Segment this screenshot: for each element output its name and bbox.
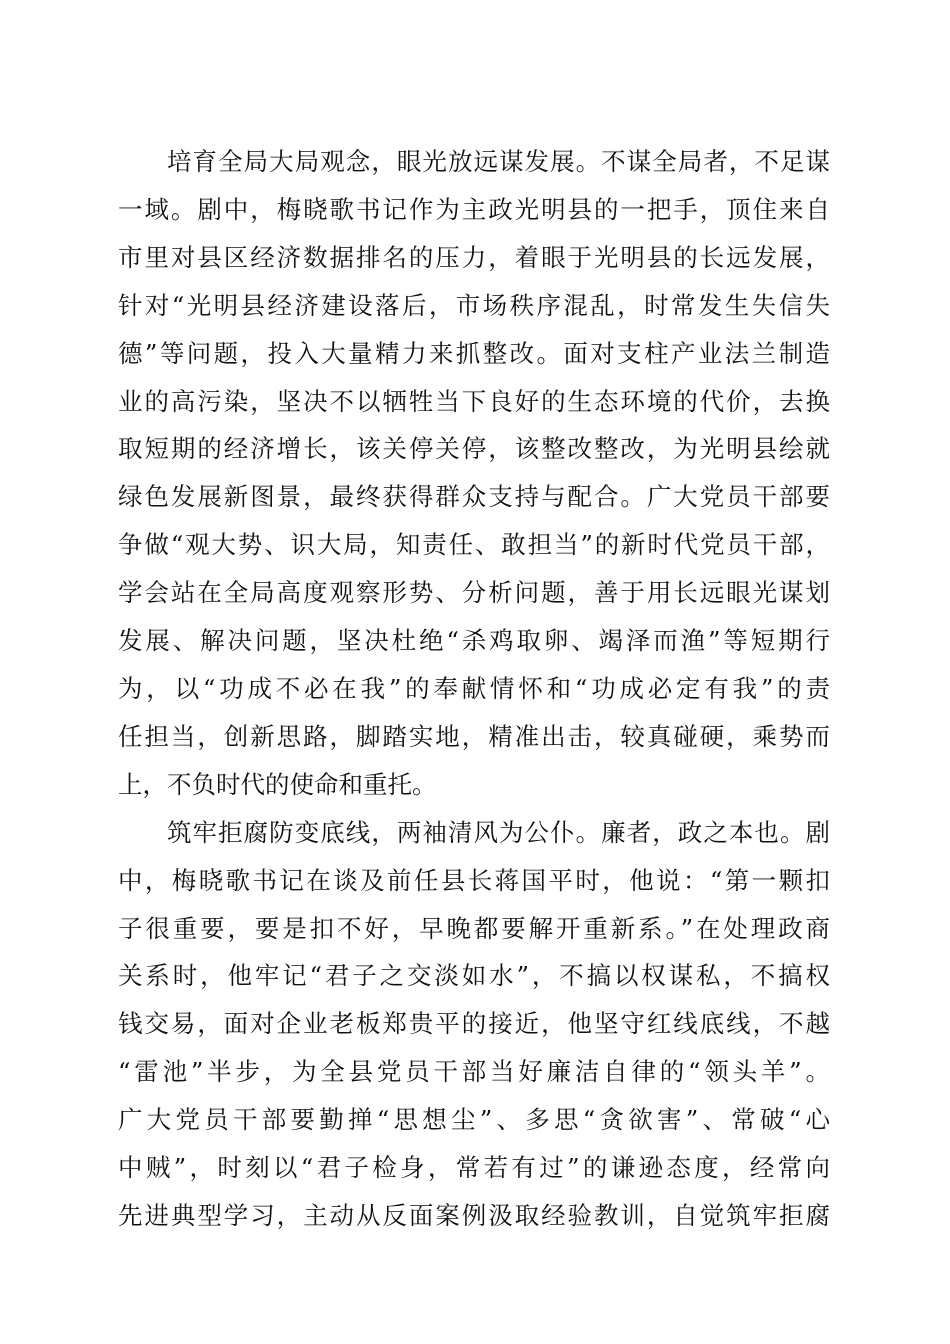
paragraph-line: 绿色发展新图景，最终获得群众支持与配合。广大党员干部要 [118,482,830,512]
paragraph-2 [118,809,830,1240]
paragraph-line: 中，梅晓歌书记在谈及前任县长蒋国平时，他说：“第一颗扣 [118,865,830,895]
paragraph-line: 关系时，他牢记“君子之交淡如水”，不搞以权谋私，不搞权 [118,961,830,991]
paragraph-line: 为，以“功成不必在我”的奉献情怀和“功成必定有我”的责 [118,673,830,703]
paragraph-line: 市里对县区经济数据排名的压力，着眼于光明县的长远发展， [118,242,830,272]
paragraph-line: 中贼”，时刻以“君子检身，常若有过”的谦逊态度，经常向 [118,1153,830,1183]
paragraph-line: 业的高污染，坚决不以牺牲当下良好的生态环境的代价，去换 [118,386,830,416]
paragraph-line: 取短期的经济增长，该关停关停，该整改整改，为光明县绘就 [118,434,830,464]
paragraph-line: 争做“观大势、识大局，知责任、敢担当”的新时代党员干部， [118,530,830,560]
paragraph-line: 子很重要，要是扣不好，早晚都要解开重新系。”在处理政商 [118,913,830,943]
paragraph-1 [118,138,830,809]
paragraph-line: 钱交易，面对企业老板郑贵平的接近，他坚守红线底线，不越 [118,1009,830,1039]
paragraph-line: 一域。剧中，梅晓歌书记作为主政光明县的一把手，顶住来自 [118,194,830,224]
paragraph-line: 针对“光明县经济建设落后，市场秩序混乱，时常发生失信失 [118,290,830,320]
paragraph-line: 培育全局大局观念，眼光放远谋发展。不谋全局者，不足谋 [167,147,830,176]
paragraph-line: 发展、解决问题，坚决杜绝“杀鸡取卵、竭泽而渔”等短期行 [118,626,830,656]
paragraph-line: 筑牢拒腐防变底线，两袖清风为公仆。廉者，政之本也。剧 [167,817,830,847]
paragraph-line: 先进典型学习，主动从反面案例汲取经验教训，自觉筑牢拒腐 [118,1200,830,1230]
paragraph-line: 任担当，创新思路，脚踏实地，精准出击，较真碰硬，乘势而 [118,721,830,751]
paragraph-line: 上，不负时代的使命和重托。 [118,769,437,799]
body-text [118,138,830,1240]
paragraph-line: 德”等问题，投入大量精力来抓整改。面对支柱产业法兰制造 [118,338,830,368]
paragraph-line: “雷池”半步，为全县党员干部当好廉洁自律的“领头羊”。 [118,1057,830,1087]
paragraph-line: 广大党员干部要勤掸“思想尘”、多思“贪欲害”、常破“心 [118,1105,830,1135]
paragraph-line: 学会站在全局高度观察形势、分析问题，善于用长远眼光谋划 [118,578,830,608]
